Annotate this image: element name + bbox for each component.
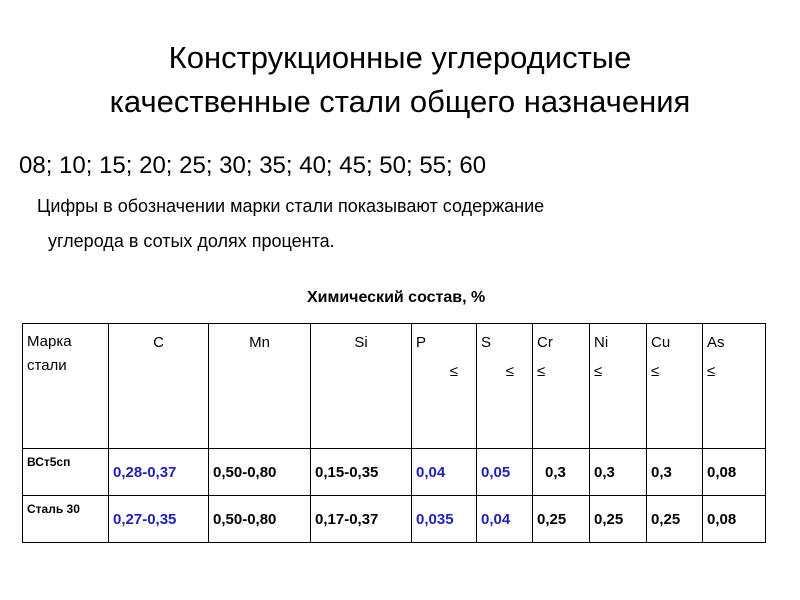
cell-p: 0,035 (412, 496, 477, 543)
steel-grades-list: 08; 10; 15; 20; 25; 30; 35; 40; 45; 50; 55; 60 (19, 152, 487, 179)
cell-c: 0,27-0,35 (109, 496, 209, 543)
cell-mn: 0,50-0,80 (209, 496, 311, 543)
cell-cu: 0,25 (647, 496, 703, 543)
cell-si: 0,17-0,37 (311, 496, 412, 543)
element-symbol: As (707, 334, 725, 351)
cell-s: 0,04 (477, 496, 533, 543)
cell-ni: 0,25 (590, 496, 647, 543)
row-mark: Сталь 30 (23, 496, 109, 543)
cell-cr: 0,25 (533, 496, 590, 543)
element-symbol: Mn (249, 334, 270, 351)
header-mark: Марка стали (23, 324, 109, 449)
header-element-cr (533, 324, 590, 449)
element-symbol: P (416, 334, 427, 351)
header-element-s (477, 324, 533, 449)
composition-table (22, 323, 766, 543)
cell-s: 0,05 (477, 449, 533, 496)
cell-c: 0,28-0,37 (109, 449, 209, 496)
le-sign: ≤ (505, 363, 514, 380)
title-line-2: качественные стали общего назначения (109, 84, 691, 119)
header-element-si (311, 324, 412, 449)
header-element-mn (209, 324, 311, 449)
element-symbol: Cu (651, 334, 671, 351)
cell-cu: 0,3 (647, 449, 703, 496)
note-line-1: Цифры в обозначении марки стали показывают содержание (37, 196, 545, 216)
slide-title (0, 36, 800, 124)
cell-as: 0,08 (703, 449, 766, 496)
header-element-c (109, 324, 209, 449)
note-line-2: углерода в сотых долях процента. (48, 231, 335, 251)
cell-mn: 0,50-0,80 (209, 449, 311, 496)
header-element-p (412, 324, 477, 449)
cell-si: 0,15-0,35 (311, 449, 412, 496)
element-symbol: Si (354, 334, 368, 351)
le-sign: ≤ (651, 363, 660, 380)
row-mark: ВСт5сп (23, 449, 109, 496)
cell-p: 0,04 (412, 449, 477, 496)
element-symbol: Ni (594, 334, 609, 351)
header-element-ni (590, 324, 647, 449)
table-row (23, 496, 766, 543)
header-element-cu (647, 324, 703, 449)
element-symbol: Cr (537, 334, 553, 351)
element-symbol: S (481, 334, 492, 351)
le-sign: ≤ (707, 363, 716, 380)
table-row (23, 449, 766, 496)
element-symbol: C (153, 334, 164, 351)
le-sign: ≤ (594, 363, 603, 380)
cell-ni: 0,3 (590, 449, 647, 496)
le-sign: ≤ (537, 363, 546, 380)
header-element-as (703, 324, 766, 449)
cell-as: 0,08 (703, 496, 766, 543)
cell-cr: 0,3 (533, 449, 590, 496)
le-sign: ≤ (449, 363, 458, 380)
table-header-row (23, 324, 766, 449)
table-caption: Химический состав, % (307, 289, 486, 306)
title-line-1: Конструкционные углеродистые (168, 40, 632, 75)
